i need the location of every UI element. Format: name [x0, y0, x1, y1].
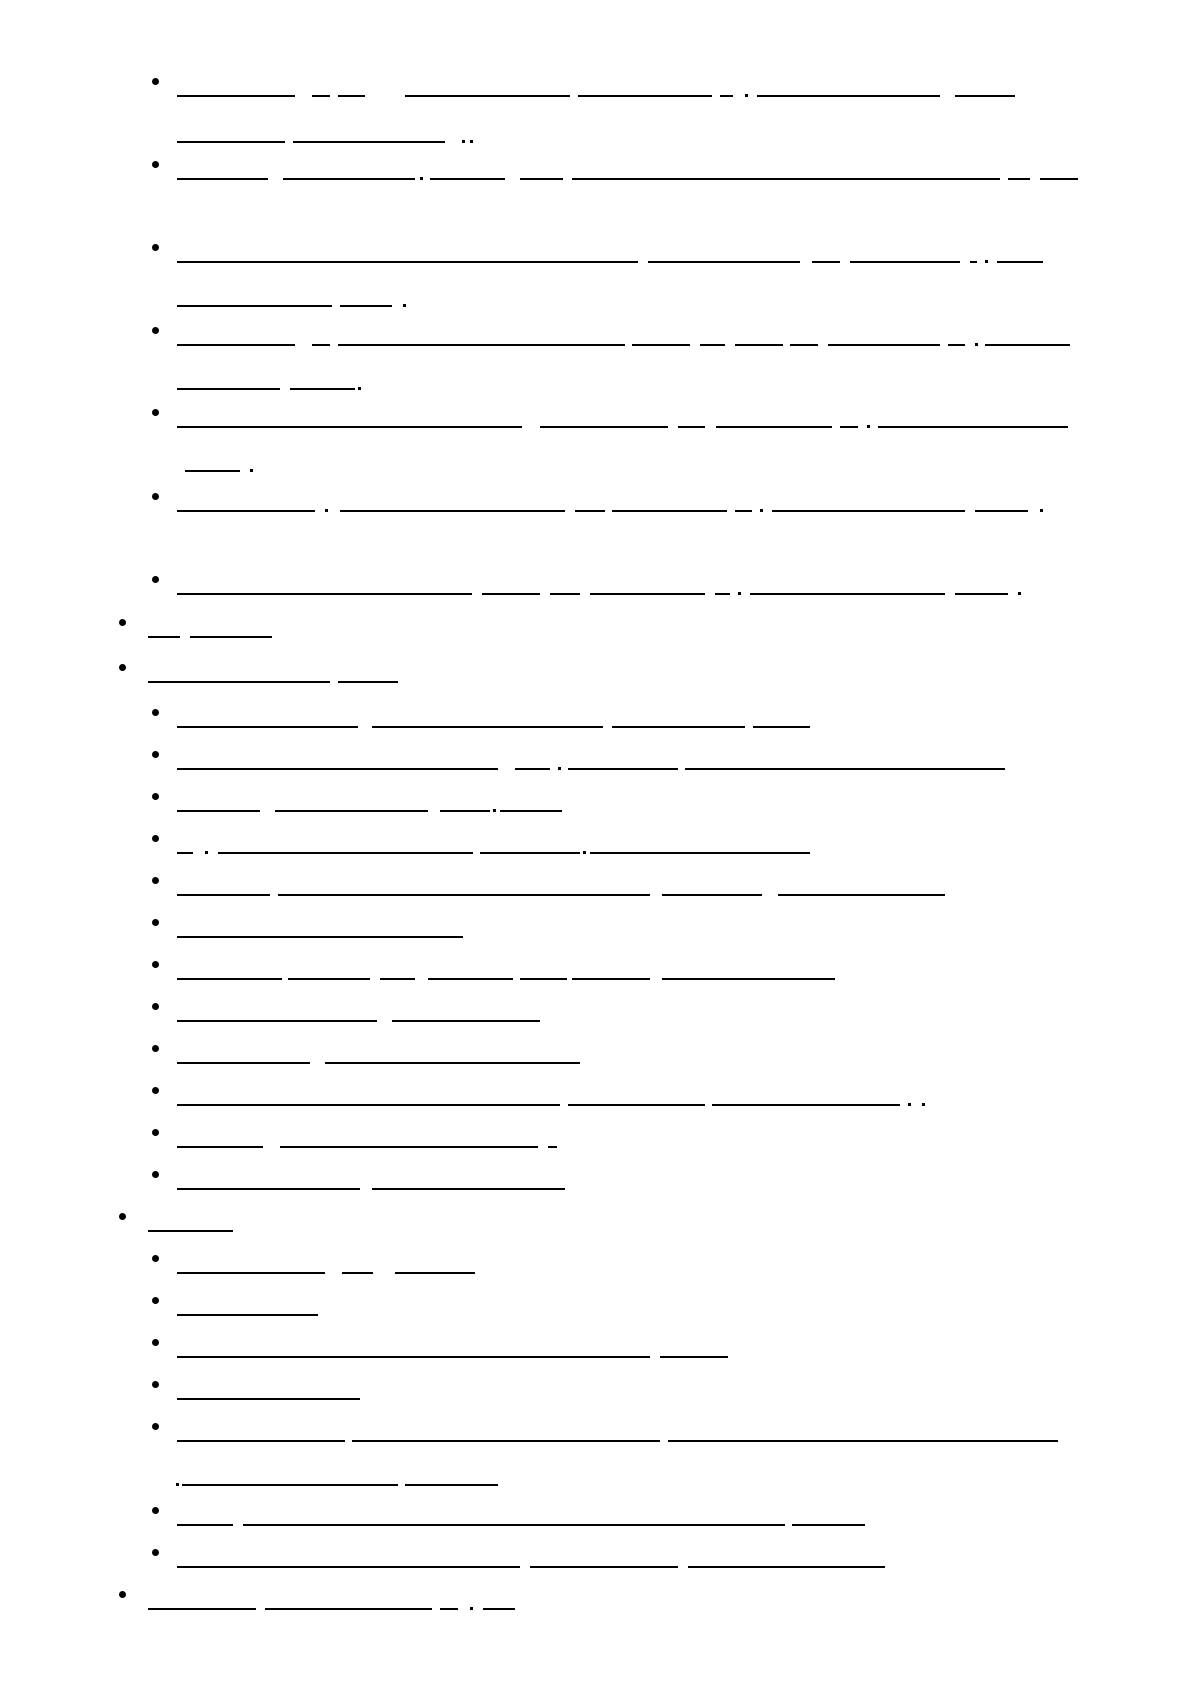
redacted-text-link[interactable]: [955, 593, 1008, 595]
nested-list-item[interactable]: [177, 486, 1043, 512]
nested-list-item[interactable]: [177, 1038, 580, 1064]
redacted-punctuation: [867, 425, 870, 428]
redacted-text-link[interactable]: [290, 388, 355, 390]
redacted-text-link[interactable]: [997, 261, 1043, 263]
nested-list-item[interactable]: [177, 1416, 1058, 1442]
redacted-punctuation: [176, 1483, 179, 1486]
nested-list-item[interactable]: [176, 1460, 498, 1486]
redacted-text-link[interactable]: [182, 1484, 398, 1486]
redacted-text-link[interactable]: [753, 726, 810, 728]
redacted-text-link[interactable]: [850, 261, 960, 263]
nested-list-item[interactable]: [177, 870, 945, 896]
redacted-punctuation: [462, 140, 465, 143]
list-bullet: [152, 751, 159, 758]
redacted-text-link[interactable]: [177, 1272, 325, 1274]
redacted-text-link[interactable]: [338, 95, 365, 97]
redacted-punctuation: [583, 851, 586, 854]
redacted-text-link[interactable]: [483, 1608, 515, 1610]
redacted-text-link[interactable]: [177, 1146, 263, 1148]
redacted-punctuation: [470, 1607, 473, 1610]
redacted-text-link[interactable]: [948, 344, 965, 346]
redacted-text-link[interactable]: [338, 344, 625, 346]
redacted-text-link[interactable]: [735, 510, 752, 512]
redacted-text-link[interactable]: [340, 510, 565, 512]
redacted-text-link[interactable]: [688, 1566, 885, 1568]
redacted-text-link[interactable]: [338, 681, 398, 683]
nested-list-item[interactable]: [177, 1542, 885, 1568]
redacted-punctuation: [325, 509, 328, 512]
redacted-text-link[interactable]: [148, 1608, 256, 1610]
list-bullet: [152, 1171, 159, 1178]
redacted-punctuation: [922, 1103, 925, 1106]
list-bullet: [152, 78, 159, 85]
redacted-text-link[interactable]: [185, 470, 240, 472]
nested-list-item[interactable]: [177, 1374, 360, 1400]
redacted-text-link[interactable]: [878, 426, 1068, 428]
nested-list-item[interactable]: [177, 320, 1070, 346]
list-bullet: [152, 1129, 159, 1136]
nested-list-item[interactable]: [177, 786, 562, 812]
nested-list-item[interactable]: [177, 702, 810, 728]
nested-list-item[interactable]: [177, 1500, 865, 1526]
list-bullet: [152, 919, 159, 926]
redacted-text-link[interactable]: [790, 344, 818, 346]
nested-list-item[interactable]: [177, 828, 810, 854]
redacted-text-link[interactable]: [392, 1020, 540, 1022]
redacted-text-link[interactable]: [177, 510, 315, 512]
nested-list-item[interactable]: [177, 281, 406, 307]
redacted-text-link[interactable]: [662, 978, 835, 980]
redacted-punctuation: [745, 94, 748, 97]
redacted-punctuation: [760, 509, 763, 512]
redacted-text-link[interactable]: [668, 1440, 1058, 1442]
redacted-text-link[interactable]: [590, 852, 810, 854]
redacted-text-link[interactable]: [572, 178, 1000, 180]
redacted-text-link[interactable]: [148, 636, 180, 638]
redacted-text-link[interactable]: [177, 1524, 233, 1526]
redacted-text-link[interactable]: [520, 178, 563, 180]
redacted-punctuation: [420, 177, 423, 180]
redacted-text-link[interactable]: [575, 510, 605, 512]
redacted-text-link[interactable]: [372, 1188, 565, 1190]
redacted-text-link[interactable]: [405, 95, 570, 97]
nested-list-item[interactable]: [177, 912, 463, 938]
redacted-text-link[interactable]: [772, 510, 965, 512]
list-bullet: [152, 1087, 159, 1094]
redacted-punctuation: [908, 1103, 911, 1106]
redacted-text-link[interactable]: [720, 95, 733, 97]
redacted-text-link[interactable]: [293, 141, 445, 143]
redacted-text-link[interactable]: [660, 1356, 728, 1358]
redacted-text-link[interactable]: [975, 510, 1028, 512]
list-bullet: [119, 619, 126, 626]
list-bullet: [152, 877, 159, 884]
redacted-text-link[interactable]: [572, 978, 650, 980]
redacted-text-link[interactable]: [778, 894, 945, 896]
redacted-text-link[interactable]: [177, 305, 332, 307]
redacted-text-link[interactable]: [1040, 178, 1078, 180]
list-item[interactable]: [148, 612, 272, 638]
redacted-punctuation: [470, 140, 473, 143]
nested-list-item[interactable]: [177, 1332, 728, 1358]
redacted-text-link[interactable]: [177, 1020, 377, 1022]
list-bullet: [119, 1591, 126, 1598]
list-bullet: [152, 709, 159, 716]
nested-list-item[interactable]: [185, 446, 253, 472]
redacted-text-link[interactable]: [500, 810, 562, 812]
redacted-text-link[interactable]: [792, 1524, 865, 1526]
redacted-punctuation: [205, 851, 208, 854]
redacted-text-link[interactable]: [578, 95, 712, 97]
redacted-text-link[interactable]: [716, 426, 832, 428]
redacted-text-link[interactable]: [970, 261, 977, 263]
redacted-text-link[interactable]: [177, 1104, 560, 1106]
redacted-text-link[interactable]: [352, 1440, 660, 1442]
redacted-text-link[interactable]: [148, 1230, 233, 1232]
redacted-text-link[interactable]: [177, 426, 522, 428]
redacted-text-link[interactable]: [482, 593, 540, 595]
list-bullet: [152, 1549, 159, 1556]
redacted-text-link[interactable]: [177, 1440, 345, 1442]
redacted-text-link[interactable]: [757, 95, 940, 97]
redacted-text-link[interactable]: [550, 593, 580, 595]
list-bullet: [152, 1255, 159, 1262]
redacted-text-link[interactable]: [177, 726, 358, 728]
redacted-text-link[interactable]: [177, 1062, 310, 1064]
list-bullet: [152, 327, 159, 334]
nested-list-item[interactable]: [177, 117, 473, 143]
list-bullet: [152, 835, 159, 842]
nested-list-item[interactable]: [177, 744, 1005, 770]
list-item[interactable]: [148, 657, 398, 683]
redacted-text-link[interactable]: [715, 593, 730, 595]
redacted-text-link[interactable]: [177, 344, 295, 346]
redacted-text-link[interactable]: [648, 261, 800, 263]
redacted-text-link[interactable]: [590, 593, 705, 595]
redacted-punctuation: [558, 767, 561, 770]
redacted-text-link[interactable]: [372, 726, 603, 728]
redacted-text-link[interactable]: [685, 768, 1005, 770]
list-bullet: [152, 493, 159, 500]
redacted-text-link[interactable]: [278, 894, 650, 896]
list-bullet: [152, 1507, 159, 1514]
redacted-text-link[interactable]: [288, 978, 370, 980]
redacted-text-link[interactable]: [428, 978, 513, 980]
nested-list-item[interactable]: [177, 1080, 925, 1106]
nested-list-item[interactable]: [177, 71, 1015, 97]
nested-list-item[interactable]: [177, 569, 1021, 595]
redacted-text-link[interactable]: [735, 344, 783, 346]
redacted-text-link[interactable]: [243, 1524, 785, 1526]
redacted-text-link[interactable]: [955, 95, 1015, 97]
redacted-punctuation: [493, 809, 496, 812]
list-bullet: [152, 409, 159, 416]
redacted-text-link[interactable]: [568, 768, 678, 770]
list-bullet: [152, 1423, 159, 1430]
redacted-punctuation: [403, 304, 406, 307]
redacted-text-link[interactable]: [678, 426, 705, 428]
redacted-text-link[interactable]: [1008, 178, 1030, 180]
list-item[interactable]: [148, 1206, 233, 1232]
redacted-text-link[interactable]: [568, 1104, 705, 1106]
redacted-text-link[interactable]: [148, 681, 330, 683]
redacted-text-link[interactable]: [177, 1356, 650, 1358]
nested-list-item[interactable]: [177, 1164, 565, 1190]
redacted-text-link[interactable]: [515, 768, 550, 770]
redacted-text-link[interactable]: [632, 344, 690, 346]
redacted-text-link[interactable]: [440, 810, 490, 812]
list-bullet: [152, 576, 159, 583]
redacted-text-link[interactable]: [325, 1062, 580, 1064]
list-bullet: [152, 1339, 159, 1346]
redacted-text-link[interactable]: [280, 1146, 538, 1148]
redacted-text-link[interactable]: [177, 95, 295, 97]
nested-list-item[interactable]: [177, 1290, 318, 1316]
redacted-text-link[interactable]: [548, 1146, 557, 1148]
redacted-text-link[interactable]: [190, 636, 272, 638]
redacted-text-link[interactable]: [177, 1398, 360, 1400]
redacted-text-link[interactable]: [177, 593, 472, 595]
redacted-text-link[interactable]: [430, 178, 505, 180]
redacted-punctuation: [1018, 592, 1021, 595]
redacted-text-link[interactable]: [177, 141, 285, 143]
redacted-text-link[interactable]: [812, 261, 840, 263]
list-bullet: [152, 161, 159, 168]
nested-list-item[interactable]: [177, 402, 1068, 428]
redacted-text-link[interactable]: [177, 388, 280, 390]
nested-list-item[interactable]: [177, 154, 1078, 180]
redacted-text-link[interactable]: [177, 768, 498, 770]
redacted-text-link[interactable]: [177, 178, 268, 180]
redacted-text-link[interactable]: [828, 344, 940, 346]
redacted-text-link[interactable]: [750, 593, 945, 595]
redacted-text-link[interactable]: [662, 894, 762, 896]
list-bullet: [152, 244, 159, 251]
list-bullet: [152, 1381, 159, 1388]
list-bullet: [119, 1213, 126, 1220]
redacted-text-link[interactable]: [177, 1314, 318, 1316]
list-bullet: [152, 961, 159, 968]
list-bullet: [152, 793, 159, 800]
redacted-text-link[interactable]: [700, 344, 725, 346]
redacted-punctuation: [358, 387, 361, 390]
redacted-text-link[interactable]: [177, 1188, 360, 1190]
redacted-text-link[interactable]: [712, 1104, 900, 1106]
nested-list-item[interactable]: [177, 364, 361, 390]
redacted-text-link[interactable]: [520, 978, 567, 980]
nested-list-item[interactable]: [177, 954, 835, 980]
list-item[interactable]: [148, 1584, 515, 1610]
redacted-text-link[interactable]: [612, 726, 745, 728]
nested-list-item[interactable]: [177, 1248, 475, 1274]
redacted-text-link[interactable]: [177, 261, 638, 263]
redacted-text-link[interactable]: [177, 894, 270, 896]
redacted-text-link[interactable]: [380, 978, 415, 980]
redacted-text-link[interactable]: [530, 1566, 678, 1568]
redacted-text-link[interactable]: [177, 978, 282, 980]
redacted-punctuation: [985, 260, 988, 263]
redacted-text-link[interactable]: [540, 426, 668, 428]
redacted-text-link[interactable]: [840, 426, 858, 428]
redacted-text-link[interactable]: [265, 1608, 432, 1610]
redacted-text-link[interactable]: [275, 810, 428, 812]
redacted-text-link[interactable]: [177, 852, 193, 854]
redacted-punctuation: [738, 592, 741, 595]
list-bullet: [152, 1297, 159, 1304]
redacted-text-link[interactable]: [985, 344, 1070, 346]
redacted-text-link[interactable]: [218, 852, 473, 854]
redacted-text-link[interactable]: [340, 305, 392, 307]
redacted-text-link[interactable]: [283, 178, 415, 180]
redacted-punctuation: [1040, 509, 1043, 512]
redacted-punctuation: [975, 343, 978, 346]
redacted-text-link[interactable]: [177, 1566, 520, 1568]
redacted-text-link[interactable]: [480, 852, 580, 854]
redacted-text-link[interactable]: [177, 810, 260, 812]
nested-list-item[interactable]: [177, 237, 1043, 263]
redacted-text-link[interactable]: [177, 936, 463, 938]
redacted-text-link[interactable]: [312, 95, 330, 97]
list-bullet: [119, 664, 126, 671]
nested-list-item[interactable]: [177, 996, 540, 1022]
redacted-text-link[interactable]: [440, 1608, 458, 1610]
redacted-text-link[interactable]: [405, 1484, 498, 1486]
redacted-text-link[interactable]: [395, 1272, 475, 1274]
list-bullet: [152, 1003, 159, 1010]
redacted-text-link[interactable]: [612, 510, 727, 512]
list-bullet: [152, 1045, 159, 1052]
redacted-text-link[interactable]: [312, 344, 330, 346]
redacted-text-link[interactable]: [342, 1272, 373, 1274]
nested-list-item[interactable]: [177, 1122, 557, 1148]
redacted-punctuation: [250, 469, 253, 472]
